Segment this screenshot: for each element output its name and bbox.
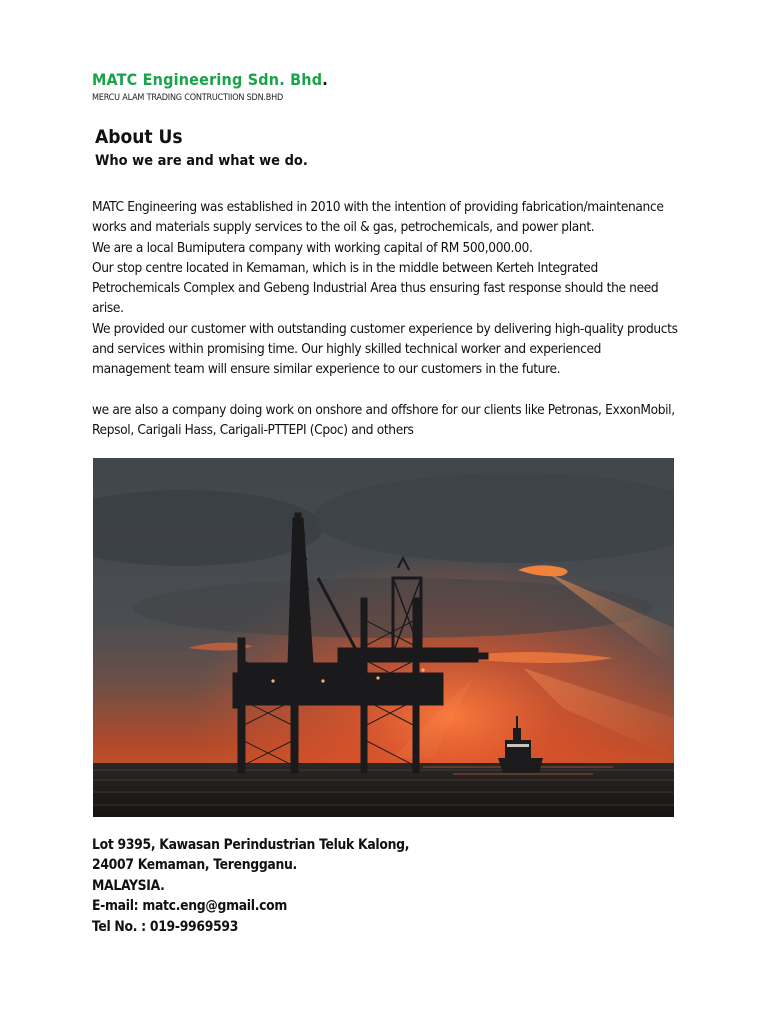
offshore-rig-photo	[93, 458, 674, 817]
company-name-text: MATC Engineering Sdn. Bhd	[92, 70, 323, 89]
about-paragraph-5: we are also a company doing work on onshore and offshore for our clients like Petronas, ExxonMobil, Repsol, Carigali Hass, Carigali-PTTEPI (Cpoc) and others	[92, 401, 675, 438]
about-paragraph-1: MATC Engineering was established in 2010 with the intention of providing fabrication/maintenance works and materials supply services to the oil & gas, petrochemicals, and power plant.	[92, 199, 664, 236]
section-title: About Us	[95, 126, 183, 148]
offshore-rig-illustration	[93, 458, 674, 817]
address-line-2: 24007 Kemaman, Terengganu.	[92, 857, 297, 874]
address-country: MALAYSIA.	[92, 877, 165, 894]
company-name-dot: .	[322, 70, 328, 89]
about-paragraph-4: We provided our customer with outstanding customer experience by delivering high-quality products and services within promising time. Our highly skilled technical worker and experienced management team will ensure similar experience to our customers in the future.	[92, 320, 678, 378]
about-body	[92, 197, 682, 440]
contact-block	[92, 835, 409, 937]
contact-email[interactable]: E-mail: matc.eng@gmail.com	[92, 898, 288, 915]
about-paragraph-2: We are a local Bumiputera company with working capital of RM 500,000.00.	[92, 239, 533, 256]
contact-phone[interactable]: Tel No. : 019-9969593	[92, 918, 239, 935]
section-subtitle: Who we are and what we do.	[95, 153, 308, 169]
company-name	[92, 70, 328, 89]
address-line-1: Lot 9395, Kawasan Perindustrian Teluk Kalong,	[92, 837, 410, 853]
paragraph-spacer	[92, 380, 682, 400]
company-subtitle: MERCU ALAM TRADING CONTRUCTIION SDN.BHD	[92, 93, 284, 103]
about-paragraph-3: Our stop centre located in Kemaman, which is in the middle between Kerteh Integrated Petrochemicals Complex and Gebeng Industrial Area thus ensuring fast response should the need arise.	[92, 259, 659, 317]
